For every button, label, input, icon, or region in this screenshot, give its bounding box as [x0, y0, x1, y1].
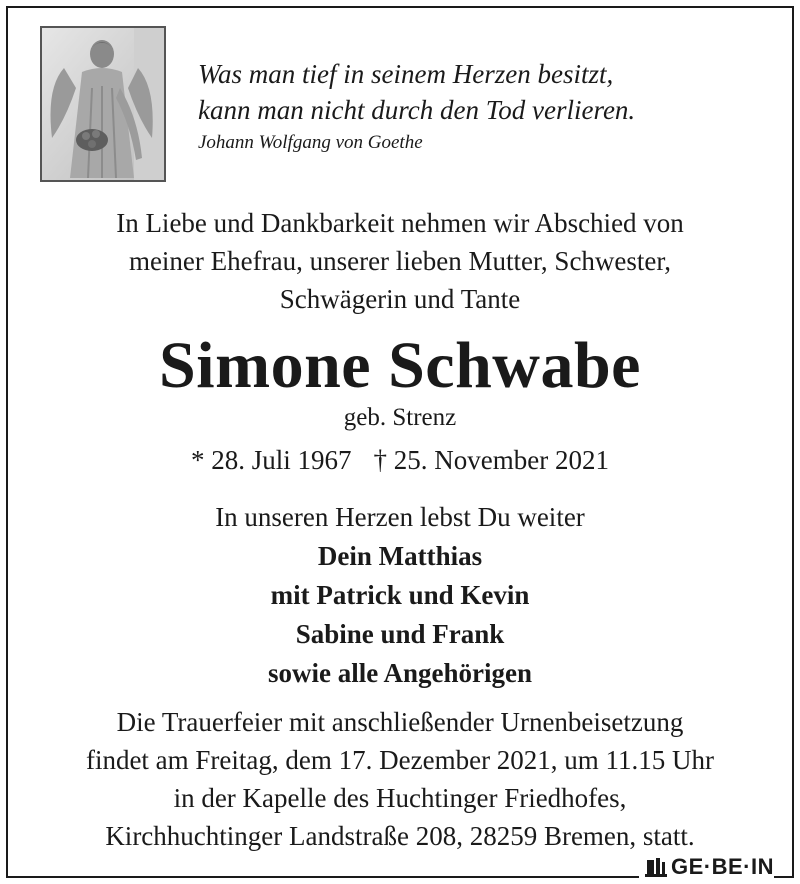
quote-line: kann man nicht durch den Tod verlieren.: [198, 95, 636, 125]
intro-text: [0, 204, 800, 318]
ceremony-line: Die Trauerfeier mit anschließender Urnenbeisetzung: [116, 707, 684, 737]
angel-statue-image: [40, 26, 166, 182]
life-dates: [0, 441, 800, 479]
quote-line: Was man tief in seinem Herzen besitzt,: [198, 59, 614, 89]
ceremony-line: in der Kapelle des Huchtinger Friedhofes,: [173, 783, 627, 813]
birth-name: geb. Strenz: [343, 404, 457, 431]
survivors-intro: In unseren Herzen lebst Du weiter: [215, 502, 585, 532]
intro-line: In Liebe und Dankbarkeit nehmen wir Abschied von: [116, 208, 684, 238]
survivor-name: mit Patrick und Kevin: [270, 580, 530, 610]
survivor-name: sowie alle Angehörigen: [268, 658, 532, 688]
ceremony-line: findet am Freitag, dem 17. Dezember 2021, um 11.15 Uhr: [85, 745, 715, 775]
deceased-name: Simone Schwabe: [159, 329, 641, 402]
ceremony-info: [0, 703, 800, 855]
gebein-logo: [639, 854, 774, 880]
survivors: [0, 498, 800, 693]
intro-line: meiner Ehefrau, unserer lieben Mutter, Schwester,: [128, 246, 672, 276]
gebein-logo-text: GE·BE·IN: [671, 854, 774, 879]
birth-date: * 28. Juli 1967: [191, 445, 352, 475]
survivor-name: Sabine und Frank: [295, 619, 505, 649]
quote: [198, 56, 635, 128]
intro-line: Schwägerin und Tante: [279, 284, 521, 314]
ceremony-line: Kirchhuchtinger Landstraße 208, 28259 Bremen, statt.: [105, 821, 695, 851]
gebein-logo-icon: [645, 856, 667, 878]
death-date: † 25. November 2021: [373, 445, 609, 475]
survivor-name: Dein Matthias: [317, 541, 483, 571]
quote-author: Johann Wolfgang von Goethe: [198, 132, 423, 153]
